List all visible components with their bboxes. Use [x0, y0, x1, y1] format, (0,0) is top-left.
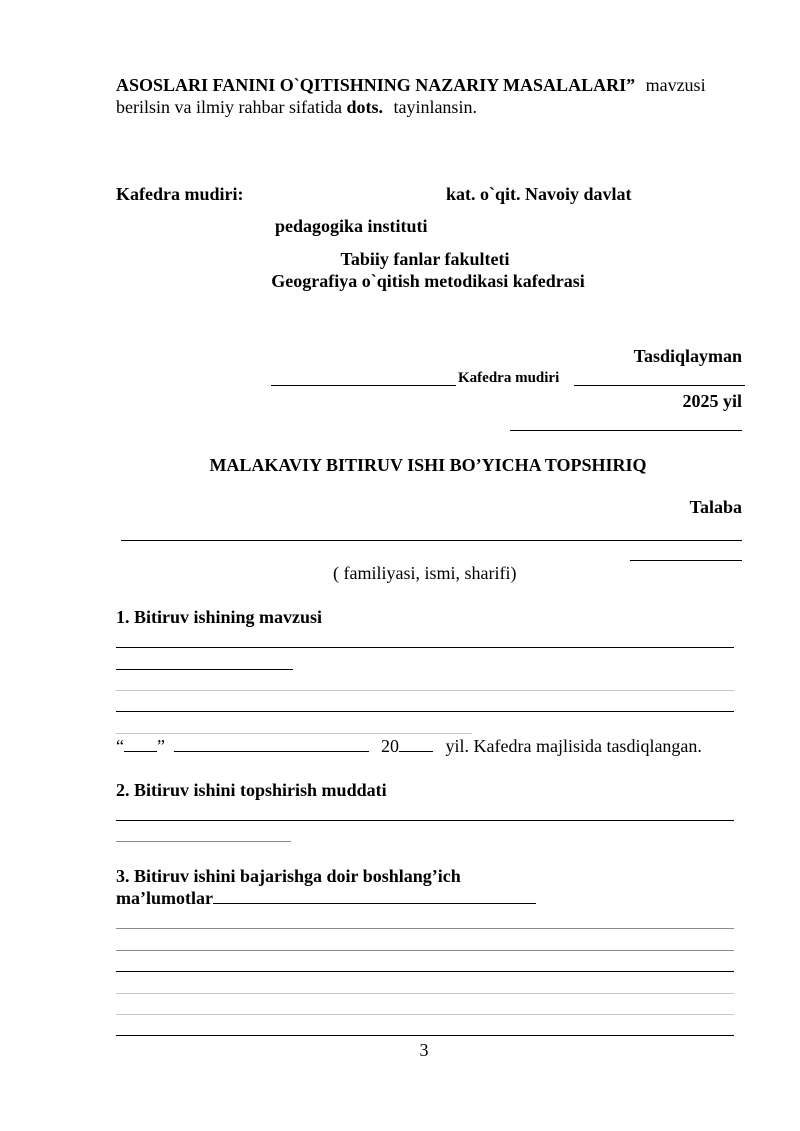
signatory-position: kat. o`qit. Navoiy davlat — [446, 184, 632, 204]
document-title: MALAKAVIY BITIRUV ISHI BO’YICHA TOPSHIRIQ — [209, 455, 647, 475]
approval-kafedra-mudiri: Kafedra mudiri — [458, 370, 560, 386]
section-3-title: 3. Bitiruv ishini bajarishga doir boshlang’ich — [116, 866, 461, 886]
signatory-institute: pedagogika instituti — [275, 216, 428, 236]
section-3-line — [116, 971, 734, 972]
section-3-line — [116, 928, 734, 929]
section-1-line — [116, 711, 734, 712]
section-2-line — [116, 841, 291, 842]
section-1-line — [116, 669, 293, 670]
student-name-line — [121, 540, 742, 541]
approval-statement: yil. Kafedra majlisida tasdiqlangan. — [445, 736, 702, 756]
section-3-subtitle — [116, 888, 536, 909]
kafedra-approval-line — [116, 736, 702, 757]
top-paragraph-line1 — [116, 75, 706, 96]
topic-title: ASOSLARI FANINI O`QITISHNING NAZARIY MASALALARI” — [116, 75, 636, 95]
approval-signature-line — [271, 385, 456, 386]
topic-suffix: mavzusi — [645, 75, 706, 95]
supervisor-title: dots. — [346, 97, 383, 117]
section-1-line — [116, 647, 734, 648]
approval-year: 2025 yil — [682, 391, 742, 411]
section-3-line — [116, 993, 734, 994]
approval-date-line — [510, 430, 742, 431]
approval-name-line — [574, 385, 745, 386]
student-name-line-2 — [630, 560, 742, 561]
student-caption: ( familiyasi, ismi, sharifi) — [333, 563, 517, 583]
section-1-line — [116, 733, 472, 734]
supervisor-text: berilsin va ilmiy rahbar sifatida — [116, 97, 342, 117]
department-name: Geografiya o`qitish metodikasi kafedrasi — [271, 271, 585, 291]
section-1-line — [116, 690, 734, 691]
section-1-title: 1. Bitiruv ishining mavzusi — [116, 607, 323, 627]
quote-open: “ — [116, 736, 124, 756]
top-paragraph-line2 — [116, 97, 477, 118]
student-label: Talaba — [689, 497, 742, 517]
section-2-line — [116, 820, 734, 821]
section-3-line — [116, 1014, 734, 1015]
section-3-inline-blank — [213, 902, 536, 904]
day-blank — [124, 750, 157, 752]
page-number: 3 — [419, 1040, 429, 1060]
supervisor-suffix: tayinlansin. — [393, 97, 477, 117]
section-3-subtitle-text: ma’lumotlar — [116, 888, 213, 908]
kafedra-mudiri-label: Kafedra mudiri: — [116, 184, 244, 204]
year-prefix: 20 — [381, 736, 399, 756]
approval-heading: Tasdiqlayman — [633, 346, 742, 366]
month-blank — [174, 750, 369, 752]
section-2-title: 2. Bitiruv ishini topshirish muddati — [116, 780, 387, 800]
quote-close: ” — [157, 736, 165, 756]
faculty-name: Tabiiy fanlar fakulteti — [340, 249, 510, 269]
section-3-line — [116, 1035, 734, 1036]
section-3-line — [116, 950, 734, 951]
year-blank — [399, 750, 433, 752]
